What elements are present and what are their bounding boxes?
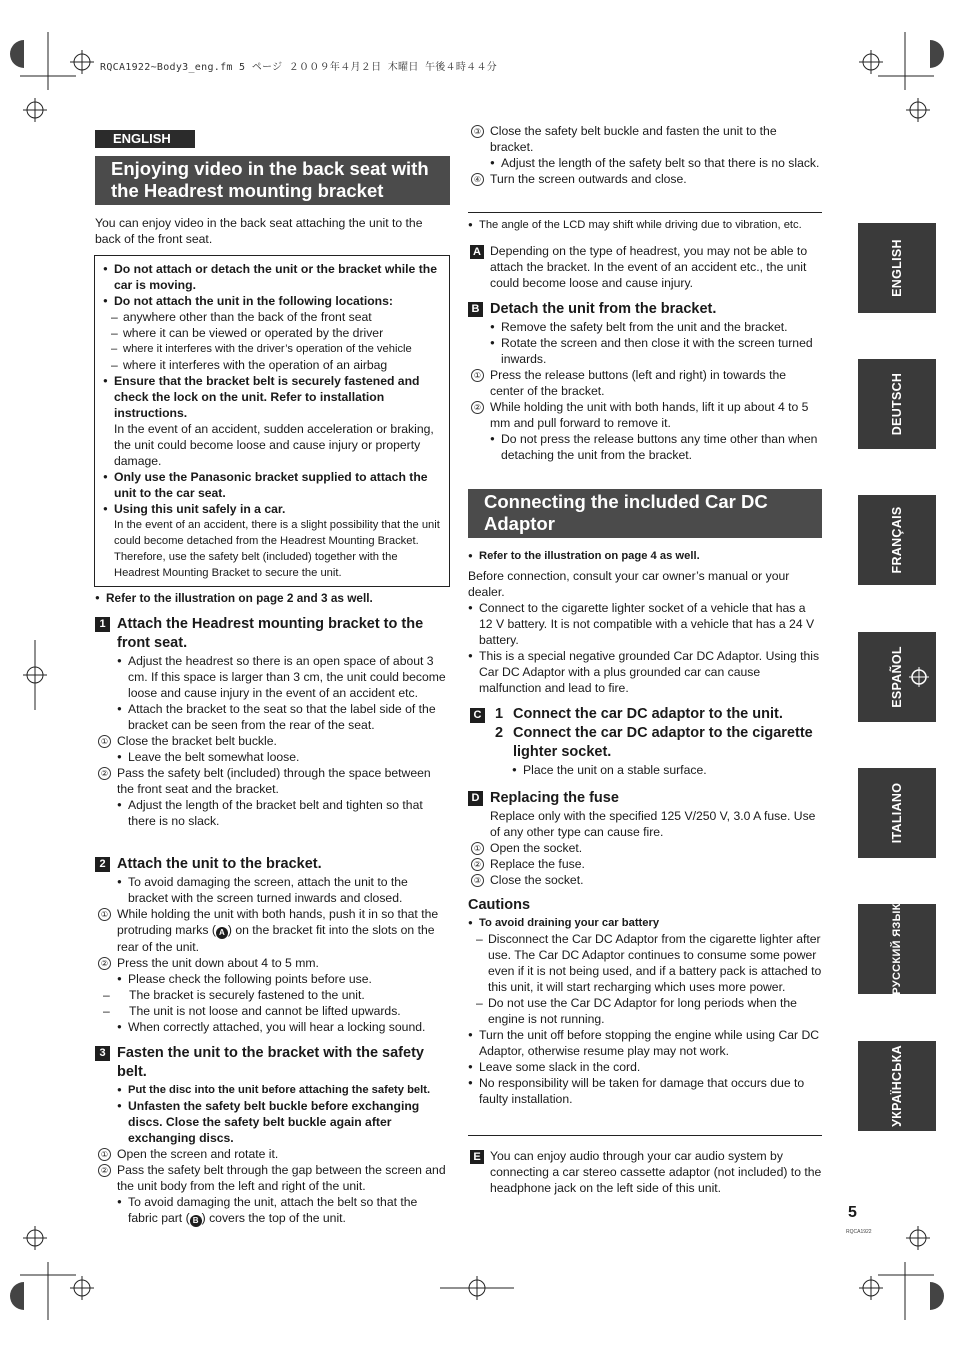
list-item: ● When correctly attached, you will hear a locking sound. xyxy=(117,1019,450,1035)
circled-number: ③ xyxy=(471,125,484,138)
circled-number: ① xyxy=(98,735,111,748)
list-item: ● Leave some slack in the cord. xyxy=(468,1059,822,1075)
substep-text: Close the socket. xyxy=(490,873,584,887)
list-item: ● No responsibility will be taken for damage that occurs due to faulty installation. xyxy=(468,1075,822,1107)
list-subitem: – Do not use the Car DC Adaptor for long periods when the engine is not running. xyxy=(468,995,822,1027)
divider xyxy=(468,212,822,213)
list-item: ● To avoid damaging the screen, attach the unit to the bracket with the screen turned inwards and closed. xyxy=(117,874,450,906)
tab-deutsch[interactable] xyxy=(858,359,936,449)
substep xyxy=(95,906,450,955)
page-number: 5 xyxy=(848,1204,857,1221)
file-header-line: RQCA1922~Body3_eng.fm 5 ページ ２００９年４月２日 木曜日 午後４時４４分 xyxy=(100,62,498,73)
note-a-text: Depending on the type of headrest, you may not be able to attach the bracket. In the event of an accident etc., the unit could become loose and cause injury. xyxy=(490,244,808,290)
step-2 xyxy=(95,855,450,1035)
substep xyxy=(95,1162,450,1194)
mark-a-icon: A xyxy=(216,927,228,939)
circled-number: ① xyxy=(98,908,111,921)
dc-intro: Before connection, consult your car owner’s manual or your dealer. xyxy=(468,569,790,599)
warning-item: ● Do not attach the unit in the following locations: xyxy=(103,293,441,309)
tab-label: DEUTSCH xyxy=(890,372,904,436)
c-step-text: Connect the car DC adaptor to the cigarette lighter socket. xyxy=(513,725,813,760)
c-step-text: Connect the car DC adaptor to the unit. xyxy=(513,706,783,722)
tab-label: FRANÇAIS xyxy=(890,506,904,574)
substep-text: Open the screen and rotate it. xyxy=(117,1147,279,1161)
list-subitem xyxy=(95,987,450,1003)
section-d-title: Replacing the fuse xyxy=(490,790,619,806)
tab-russian[interactable] xyxy=(858,904,936,994)
warning-item: ● Using this unit safely in a car. xyxy=(103,501,441,517)
list-item: ● Remove the safety belt from the unit and the bracket. xyxy=(490,319,822,335)
substep xyxy=(468,872,822,888)
substep-text: Replace the fuse. xyxy=(490,857,585,871)
list-item: ● Turn the unit off before stopping the engine while using Car DC Adaptor, otherwise resume play may not work. xyxy=(468,1027,822,1059)
tab-ukrainian[interactable] xyxy=(858,1041,936,1131)
substep-text: Open the socket. xyxy=(490,841,583,855)
list-item: ● Rotate the screen and then close it with the screen turned inwards. xyxy=(490,335,822,367)
warning-item: ● Ensure that the bracket belt is securely fastened and check the lock on the unit. Refer to installation instructions. xyxy=(103,373,441,421)
substep-text: Pass the safety belt through the gap between the screen and the unit body from the left and right of the unit. xyxy=(117,1163,446,1193)
warning-subitem: – where it interferes with the driver’s operation of the vehicle xyxy=(103,341,441,357)
substep xyxy=(468,367,822,399)
substep-text: Press the release buttons (left and right) in towards the center of the bracket. xyxy=(490,368,787,398)
subitem-text: The bracket is securely fastened to the unit. xyxy=(129,988,365,1002)
tab-label: ENGLISH xyxy=(890,239,904,297)
list-item: ● Attach the bracket to the seat so that the label side of the bracket can be seen from the rear of the seat. xyxy=(117,701,450,733)
substep xyxy=(95,733,450,749)
tab-francais[interactable] xyxy=(858,495,936,585)
warning-item: ● Only use the Panasonic bracket supplied to attach the unit to the car seat. xyxy=(103,469,441,501)
list-subitem: – Disconnect the Car DC Adaptor from the cigarette lighter after use. The Car DC Adaptor continues to consume some power even if it is not being used, and if a battery pack is attached to this unit, it will start recharging which uses more power. xyxy=(468,931,822,995)
cautions-title: Cautions xyxy=(468,897,531,913)
warning-item: ● Do not attach or detach the unit or the bracket while the car is moving. xyxy=(103,261,441,293)
substep-text: Pass the safety belt (included) through the space between the front seat and the bracket. xyxy=(117,766,431,796)
page-code: RQCA1922 xyxy=(846,1229,872,1235)
step-3 xyxy=(95,1044,450,1227)
tab-label: ITALIANO xyxy=(890,782,904,844)
c-step-number: 2 xyxy=(495,725,504,741)
list-item: ● Adjust the length of the safety belt so that there is no slack. xyxy=(490,155,822,171)
step-3-title: Fasten the unit to the bracket with the safety belt. xyxy=(117,1045,424,1080)
note-e-text: You can enjoy audio through your car audio system by connecting a car stereo cassette adaptor (not included) to the headphone jack on the left side of this unit. xyxy=(490,1149,822,1195)
step-number-badge: 1 xyxy=(95,617,110,632)
letter-e-badge: E xyxy=(470,1150,484,1164)
section-d-text: Replace only with the specified 125 V/250 V, 3.0 A fuse. Use of any other type can cause fire. xyxy=(490,809,816,839)
tab-english[interactable] xyxy=(858,223,936,313)
section-d-heading xyxy=(468,789,822,808)
item-text: To avoid damaging the unit, attach the belt so that the fabric part ( xyxy=(128,1195,418,1225)
tab-label: УКРАЇНСЬКА xyxy=(890,1045,904,1127)
step-3-heading xyxy=(95,1044,450,1082)
refer-note: ● Refer to the illustration on page 4 as well. xyxy=(468,548,822,564)
list-item: ● Unfasten the safety belt buckle before exchanging discs. Close the safety belt buckle again after exchanging discs. xyxy=(117,1098,450,1146)
step-2-title: Attach the unit to the bracket. xyxy=(117,856,322,872)
letter-a-badge: A xyxy=(470,245,484,259)
substep xyxy=(468,171,822,187)
subitem-text: The unit is not loose and cannot be lifted upwards. xyxy=(129,1004,401,1018)
substep xyxy=(468,123,822,155)
circled-number: ① xyxy=(471,842,484,855)
note-e xyxy=(468,1148,822,1196)
list-item: ● Put the disc into the unit before attaching the safety belt. xyxy=(117,1082,450,1098)
step-number-badge: 3 xyxy=(95,1046,110,1061)
divider xyxy=(468,1135,822,1136)
substep xyxy=(468,399,822,431)
c-step-number: 1 xyxy=(495,706,504,722)
list-item: ● Do not press the release buttons any time other than when detaching the unit from the bracket. xyxy=(490,431,822,463)
circled-number: ④ xyxy=(471,173,484,186)
warning-text: In the event of an accident, there is a slight possibility that the unit could become detached from the Headrest Mounting Bracket. Therefore, use the safety belt (included) together with the Headrest Mounting Bracket to secure the unit. xyxy=(114,519,440,579)
circled-number: ② xyxy=(98,957,111,970)
section-c xyxy=(468,705,822,778)
list-item: ● To avoid draining your car battery xyxy=(468,915,822,931)
substep-text: While holding the unit with both hands, lift it up about 4 to 5 mm and pull forward to remove it. xyxy=(490,400,809,430)
circled-number: ② xyxy=(471,401,484,414)
circled-number: ① xyxy=(471,369,484,382)
cautions xyxy=(468,896,822,1107)
refer-note: ● Refer to the illustration on page 2 and 3 as well. xyxy=(95,590,450,606)
list-item: ● Please check the following points before use. xyxy=(117,971,450,987)
item-text-cont: ) covers the top of the unit. xyxy=(201,1211,346,1225)
substep xyxy=(95,1146,450,1162)
intro-text: You can enjoy video in the back seat attaching the unit to the back of the front seat. xyxy=(95,216,423,246)
substep-text: Close the safety belt buckle and fasten the unit to the bracket. xyxy=(490,124,777,154)
letter-c-badge: C xyxy=(470,708,485,723)
substep xyxy=(468,840,822,856)
registration-mark-icon xyxy=(909,667,929,687)
tab-label: РУССКИЙ ЯЗЫК xyxy=(891,903,903,995)
circled-number: ③ xyxy=(471,874,484,887)
step-1-heading xyxy=(95,615,450,653)
step-1-title: Attach the Headrest mounting bracket to the front seat. xyxy=(117,616,424,651)
section-b-heading xyxy=(468,300,822,319)
list-item: ● Place the unit on a stable surface. xyxy=(512,762,822,778)
circled-number: ① xyxy=(98,1148,111,1161)
mark-b-icon: B xyxy=(190,1215,202,1227)
circled-number: ② xyxy=(98,767,111,780)
lcd-note: ● The angle of the LCD may shift while driving due to vibration, etc. xyxy=(468,217,822,233)
language-badge: ENGLISH xyxy=(95,130,195,148)
section-b xyxy=(468,300,822,463)
list-item: ● This is a special negative grounded Car DC Adaptor. Using this Car DC Adaptor with a plus grounded car can cause malfunction and lead to fire. xyxy=(468,648,822,696)
list-subitem xyxy=(95,1003,450,1019)
warning-subitem: – anywhere other than the back of the front seat xyxy=(103,309,441,325)
list-item: ● Connect to the cigarette lighter socket of a vehicle that has a 12 V battery. It is not compatible with a vehicle that has a 24 V battery. xyxy=(468,600,822,648)
letter-b-badge: B xyxy=(468,302,483,317)
step-3-continued xyxy=(468,123,822,187)
warning-subitem: – where it can be viewed or operated by the driver xyxy=(103,325,441,341)
circled-number: ② xyxy=(98,1164,111,1177)
tab-espanol[interactable] xyxy=(858,632,936,722)
circled-number: ② xyxy=(471,858,484,871)
substep xyxy=(95,765,450,797)
c-step-1 xyxy=(468,705,822,724)
substep-text: Press the unit down about 4 to 5 mm. xyxy=(117,956,319,970)
substep-text: Close the bracket belt buckle. xyxy=(117,734,277,748)
warning-subitem: – where it interferes with the operation of an airbag xyxy=(103,357,441,373)
substep-text-cont: ) on the bracket fit into the slots on the rear of the unit. xyxy=(117,923,435,954)
tab-label: ESPAÑOL xyxy=(890,646,904,708)
list-item: ● Leave the belt somewhat loose. xyxy=(117,749,450,765)
section-title-backseat: Enjoying video in the back seat with the Headrest mounting bracket xyxy=(95,156,450,205)
section-d xyxy=(468,789,822,888)
step-1 xyxy=(95,615,450,829)
warning-text: In the event of an accident, sudden acceleration or braking, the unit could become loose and cause injury or property damage. xyxy=(114,422,434,468)
section-b-title: Detach the unit from the bracket. xyxy=(490,301,717,317)
substep xyxy=(95,955,450,971)
list-item: ● Adjust the headrest so there is an open space of about 3 cm. If this space is larger than 3 cm, the unit could become loose and cause injury in the event of an accident etc. xyxy=(117,653,450,701)
c-step-2 xyxy=(468,724,822,762)
substep-text: Turn the screen outwards and close. xyxy=(490,172,687,186)
tab-italiano[interactable] xyxy=(858,768,936,858)
step-number-badge: 2 xyxy=(95,857,110,872)
section-title-car-dc: Connecting the included Car DC Adaptor xyxy=(468,489,822,538)
list-item: ● Adjust the length of the bracket belt and tighten so that there is no slack. xyxy=(117,797,450,829)
letter-d-badge: D xyxy=(468,791,483,806)
step-2-heading xyxy=(95,855,450,874)
warning-box xyxy=(94,255,450,587)
list-item xyxy=(117,1194,450,1227)
note-a xyxy=(468,243,822,291)
substep xyxy=(468,856,822,872)
substep-text: While holding the unit with both hands, push it in so that the protruding marks ( xyxy=(117,907,439,937)
